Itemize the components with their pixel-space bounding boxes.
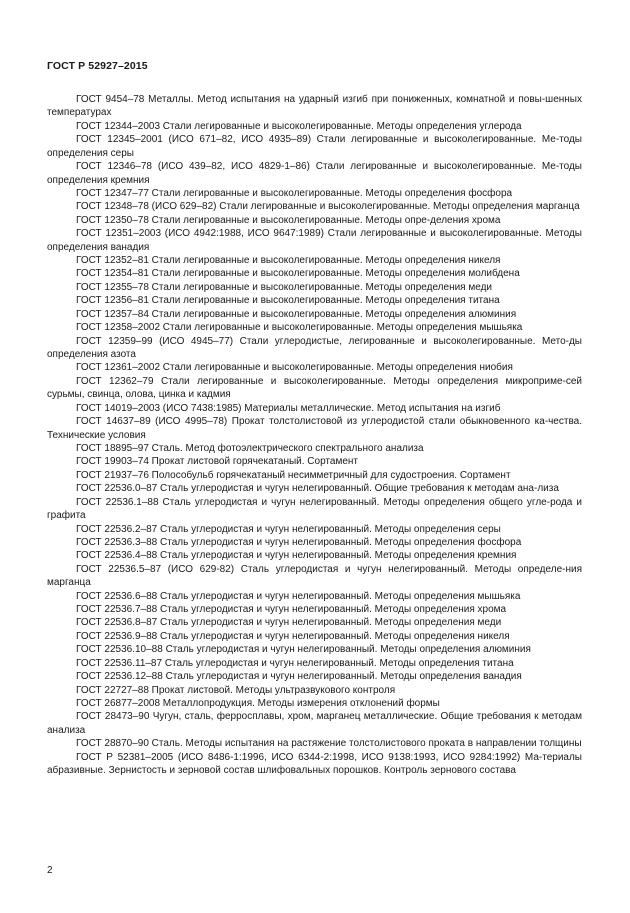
document-header: ГОСТ Р 52927–2015 <box>47 60 148 72</box>
reference-item: ГОСТ 12351–2003 (ИСО 4942:1988, ИСО 9647:1989) Стали легированные и высоколегированные. Методы определения ванадия <box>47 228 582 253</box>
reference-item: ГОСТ 12350–78 Стали легированные и высоколегированные. Методы опре-деления хрома <box>76 214 501 226</box>
reference-item: ГОСТ 22536.0–87 Сталь углеродистая и чугун нелегированный. Общие требования к методам ана-лиза <box>76 483 559 495</box>
reference-item: ГОСТ 12347–77 Стали легированные и высоколегированные. Методы определения фосфора <box>76 187 513 199</box>
reference-item: ГОСТ 22536.7–88 Сталь углеродистая и чугун нелегированный. Методы определения хрома <box>76 604 507 616</box>
reference-item: ГОСТ 14019–2003 (ИСО 7438:1985) Материалы металлические. Метод испытания на изгиб <box>76 402 501 414</box>
reference-item: ГОСТ Р 52381–2005 (ИСО 8486-1:1996, ИСО 6344-2:1998, ИСО 9138:1993, ИСО 9284:1992) Ма-териалы абразивные. Зернистость и зерновой состав шлифовальных порошков. Контроль зернового состава <box>47 751 582 777</box>
reference-item: ГОСТ 12361–2002 Стали легированные и высоколегированные. Методы определения ниобия <box>76 362 513 374</box>
reference-item: ГОСТ 12354–81 Стали легированные и высоколегированные. Методы определения молибдена <box>76 268 520 280</box>
reference-item: ГОСТ 28473–90 Чугун, сталь, ферросплавы, хром, марганец металлические. Общие требования к методам анализа <box>47 711 582 736</box>
reference-item: ГОСТ 12356–81 Стали легированные и высоколегированные. Методы определения титана <box>76 295 500 307</box>
reference-item: ГОСТ 21937–76 Полособульб горячекатаный несимметричный для судостроения. Сортамент <box>76 469 511 481</box>
reference-item: ГОСТ 22536.6–88 Сталь углеродистая и чугун нелегированный. Методы определения мышьяка <box>76 590 521 602</box>
reference-item: ГОСТ 12348–78 (ИСО 629–82) Стали легированные и высоколегированные. Методы определения марганца <box>76 201 580 213</box>
reference-item: ГОСТ 22536.4–88 Сталь углеродистая и чугун нелегированный. Методы определения кремния <box>76 550 517 562</box>
reference-item: ГОСТ 12359–99 (ИСО 4945–77) Стали углеродистые, легированные и высоколегированные. Мето-ды определения азота <box>47 335 582 361</box>
reference-item: ГОСТ 19903–74 Прокат листовой горячекатаный. Сортамент <box>76 456 358 468</box>
reference-item: ГОСТ 22536.11–87 Сталь углеродистая и чугун нелегированный. Методы определения титана <box>76 657 514 669</box>
reference-item: ГОСТ 18895–97 Сталь. Метод фотоэлектрического спектрального анализа <box>76 442 424 454</box>
reference-item: ГОСТ 26877–2008 Металлопродукция. Методы измерения отклонений формы <box>76 697 440 709</box>
reference-item: ГОСТ 12346–78 (ИСО 439–82, ИСО 4829-1–86) Стали легированные и высоколегированные. Ме-тоды определения кремния <box>47 161 582 186</box>
reference-item: ГОСТ 12345–2001 (ИСО 671–82, ИСО 4935–89) Стали легированные и высоколегированные. Ме-тоды определения серы <box>47 134 582 159</box>
reference-item: ГОСТ 14637–89 (ИСО 4995–78) Прокат толстолистовой из углеродистой стали обыкновенного ка-чества. Технические условия <box>47 416 582 441</box>
reference-item: ГОСТ 22536.3–88 Сталь углеродистая и чугун нелегированный. Методы определения фосфора <box>76 536 522 548</box>
reference-item: ГОСТ 12362–79 Стали легированные и высоколегированные. Методы определения микроприме-сей сурьмы, свинца, олова, цинка и кадмия <box>47 375 582 401</box>
reference-item: ГОСТ 9454–78 Металлы. Метод испытания на ударный изгиб при пониженных, комнатной и повы-шенных температурах <box>47 94 582 119</box>
reference-item: ГОСТ 22536.2–87 Сталь углеродистая и чугун нелегированный. Методы определения серы <box>76 523 501 535</box>
reference-item: ГОСТ 22536.12–88 Сталь углеродистая и чугун нелегированный. Методы определения ванадия <box>76 671 522 683</box>
reference-item: ГОСТ 22536.8–87 Сталь углеродистая и чугун нелегированный. Методы определения меди <box>76 617 502 629</box>
reference-item: ГОСТ 12358–2002 Стали легированные и высоколегированные. Методы определения мышьяка <box>76 322 523 334</box>
reference-item: ГОСТ 22536.1–88 Сталь углеродистая и чугун нелегированный. Методы определения общего угле-рода и графита <box>47 496 582 522</box>
reference-item: ГОСТ 28870–90 Сталь. Методы испытания на растяжение толстолистового проката в направлении толщины <box>76 738 582 750</box>
reference-item: ГОСТ 12357–84 Стали легированные и высоколегированные. Методы определения алюминия <box>76 308 517 320</box>
reference-item: ГОСТ 22727–88 Прокат листовой. Методы ультразвукового контроля <box>76 684 396 696</box>
reference-item: ГОСТ 22536.9–88 Сталь углеродистая и чугун нелегированный. Методы определения никеля <box>76 630 510 642</box>
reference-item: ГОСТ 22536.10–88 Сталь углеродистая и чугун нелегированный. Методы определения алюминия <box>76 644 531 656</box>
reference-item: ГОСТ 12352–81 Стали легированные и высоколегированные. Методы определения никеля <box>76 255 501 267</box>
reference-item: ГОСТ 12355–78 Стали легированные и высоколегированные. Методы определения меди <box>76 281 493 293</box>
page-number: 2 <box>47 865 53 876</box>
normative-references-list <box>47 93 582 778</box>
reference-item: ГОСТ 12344–2003 Стали легированные и высоколегированные. Методы определения углерода <box>76 120 522 132</box>
reference-item: ГОСТ 22536.5–87 (ИСО 629-82) Сталь углеродистая и чугун нелегированный. Методы определе-ния марганца <box>47 563 582 589</box>
